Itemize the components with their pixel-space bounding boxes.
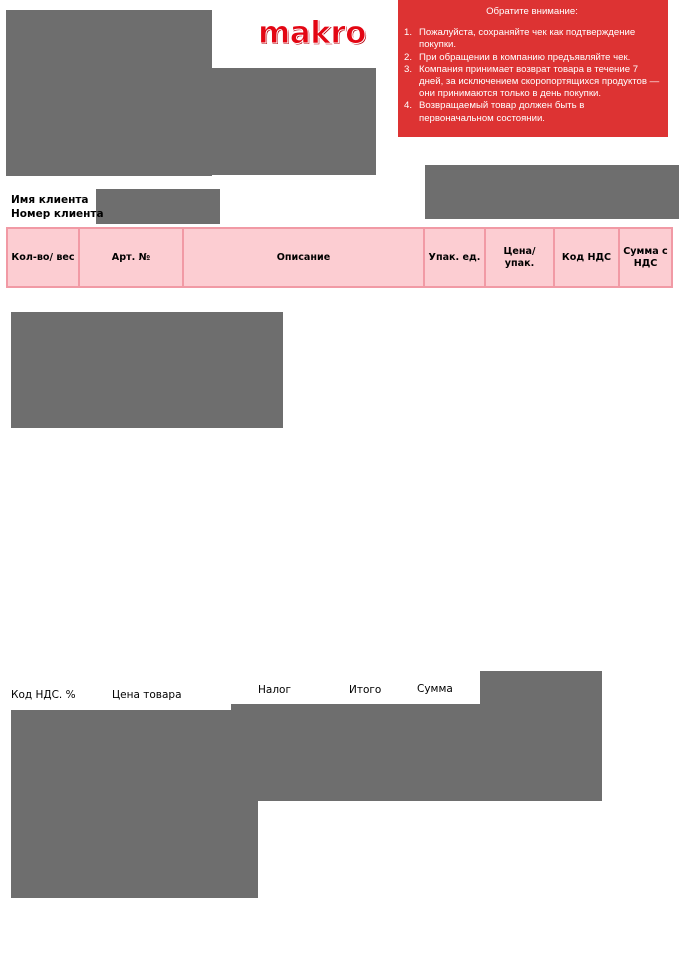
summary-sum-label: Сумма — [417, 683, 453, 695]
col-vat-code: Код НДС — [554, 228, 619, 287]
col-sum-with-vat: Сумма с НДС — [619, 228, 672, 287]
notice-item: 1. Пожалуйста, сохраняйте чек как подтверждение покупки. — [404, 27, 636, 51]
redacted-store-address — [212, 68, 376, 175]
notice-title: Обратите внимание: — [486, 6, 578, 17]
client-number-label: Номер клиента — [11, 208, 104, 220]
col-article: Арт. № — [79, 228, 183, 287]
redacted-summary-rows — [11, 710, 258, 898]
items-table-header — [6, 227, 673, 288]
notice-item: 4. Возвращаемый товар должен быть в первоначальном состоянии. — [404, 100, 585, 124]
col-description: Описание — [183, 228, 424, 287]
makro-logo: makro — [258, 15, 366, 51]
col-qty: Кол-во/ вес — [7, 228, 79, 287]
summary-vat-code-label: Код НДС. % — [11, 689, 76, 701]
summary-goods-price-label: Цена товара — [112, 689, 182, 701]
col-pack-unit: Упак. ед. — [424, 228, 485, 287]
redacted-client-info — [96, 189, 220, 224]
notice-box — [398, 0, 668, 137]
redacted-summary-values — [231, 704, 480, 801]
redacted-line-items — [11, 312, 283, 428]
redacted-receipt-details — [425, 165, 679, 219]
redacted-total-sum — [480, 671, 602, 801]
client-name-label: Имя клиента — [11, 194, 89, 206]
summary-total-label: Итого — [349, 684, 382, 696]
notice-list — [404, 27, 660, 125]
summary-tax-label: Налог — [258, 684, 291, 696]
col-price-per-pack: Цена/ упак. — [485, 228, 554, 287]
notice-item: 3. Компания принимает возврат товара в течение 7 дней, за исключением скоропортящихся продуктов — они принимаются только в день покупки. — [404, 63, 660, 100]
redacted-store-info — [6, 10, 212, 176]
notice-item: 2. При обращении в компанию предъявляйте чек. — [404, 51, 631, 63]
